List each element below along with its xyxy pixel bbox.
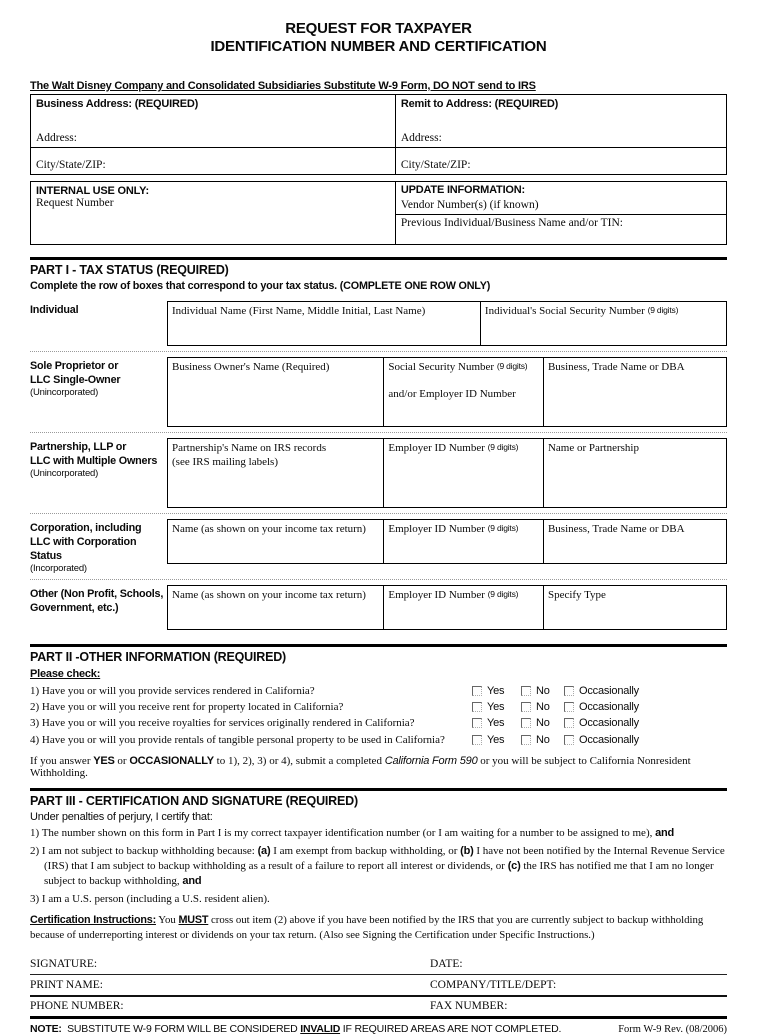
q3-no-checkbox[interactable] <box>521 718 531 728</box>
w9-form-page <box>30 0 727 1035</box>
individual-row-boxes <box>167 301 727 346</box>
q3-occasionally-label: Occasionally <box>579 717 639 730</box>
part1-title: PART I - TAX STATUS (REQUIRED) <box>30 263 229 277</box>
q1-yes-label: Yes <box>487 685 505 698</box>
q4-no-label: No <box>536 733 550 746</box>
corporation-row-boxes <box>167 519 727 564</box>
q2-no-checkbox[interactable] <box>521 702 531 712</box>
remit-address-field[interactable]: Address: <box>400 132 442 144</box>
q4-yes-label: Yes <box>487 733 505 746</box>
certification-instructions: Certification Instructions: You MUST cross out item (2) above if you have been notified by the IRS that you are currently subject to backup withholding because of underreporting interest or dividends on your tax return. (Also see Signing the Certification under Specific Instructions.) <box>30 913 704 941</box>
partnership-ein-field[interactable] <box>383 439 543 507</box>
sole-proprietor-row-boxes <box>167 357 727 427</box>
q1-no-label: No <box>536 685 550 698</box>
remit-address-required: (REQUIRED) <box>494 98 559 110</box>
individual-ssn-label: Individual's Social Security Number <box>484 305 645 317</box>
vendor-number-field[interactable]: Vendor Number(s) (if known) <box>396 199 726 215</box>
please-check-label: Please check: <box>30 668 101 680</box>
partnership-label-line1: Partnership, LLP or <box>30 441 127 453</box>
footer-text: or <box>114 754 130 767</box>
form-title-line1: REQUEST FOR TAXPAYER <box>285 20 472 37</box>
remit-address-label: Remit to Address: <box>400 98 492 110</box>
individual-row-label <box>30 301 167 346</box>
business-city-field[interactable] <box>31 147 396 174</box>
footer-text: to 1), 2), 3) or 4), submit a completed <box>213 754 385 767</box>
question-row-3 <box>30 715 727 731</box>
company-title-dept-label: COMPANY/TITLE/DEPT: <box>430 978 557 991</box>
part2-footer-note <box>30 755 727 779</box>
fax-number-field[interactable] <box>430 1000 507 1012</box>
date-field[interactable] <box>430 958 463 970</box>
partnership-alt-name-field[interactable] <box>543 439 726 507</box>
partnership-row-label <box>30 438 167 508</box>
business-address-cell <box>31 95 396 147</box>
partnership-ein-label: Employer ID Number <box>388 442 485 454</box>
corporation-label-line2: LLC with Corporation Status <box>30 536 137 562</box>
other-name-label: Name (as shown on your income tax return) <box>172 589 366 601</box>
partnership-ein-digits-note: (9 digits) <box>487 442 519 452</box>
part3-title: PART III - CERTIFICATION AND SIGNATURE (REQUIRED) <box>30 793 358 808</box>
other-label-line2: Government, etc.) <box>30 602 119 614</box>
remit-city-field[interactable] <box>396 147 726 174</box>
certification-item-3: 3) I am a U.S. person (including a U.S. resident alien). <box>30 892 270 905</box>
partnership-name-note: (see IRS mailing labels) <box>172 456 279 468</box>
remit-address-cell <box>396 95 726 147</box>
other-row-label <box>30 585 167 630</box>
business-address-title <box>36 98 390 110</box>
owner-name-label: Business Owner's Name (Required) <box>172 361 330 373</box>
must-emphasis: MUST <box>178 913 209 926</box>
footer-row <box>30 1023 727 1035</box>
question-row-2 <box>30 699 727 715</box>
invalid-note: NOTE: SUBSTITUTE W-9 FORM WILL BE CONSIDERED INVALID IF REQUIRED AREAS ARE NOT COMPLETED. <box>30 1022 562 1035</box>
other-specify-type-field[interactable] <box>543 586 726 629</box>
signature-date-row <box>30 953 727 975</box>
sp-ssn-digits-note: (9 digits) <box>496 361 528 371</box>
sp-dba-label: Business, Trade Name or DBA <box>547 361 685 373</box>
certification-instructions-heading: Certification Instructions: <box>30 913 156 926</box>
certification-item-1: 1) The number shown on this form in Part I is my correct taxpayer identification number (or I am waiting for a number to be assigned to me), and <box>30 826 675 839</box>
partnership-alt-name-label: Name or Partnership <box>547 442 639 454</box>
signature-label: SIGNATURE: <box>30 957 98 970</box>
q4-yes-checkbox[interactable] <box>472 735 482 745</box>
request-number-field[interactable]: Request Number <box>36 197 114 209</box>
certification-item-2: 2) I am not subject to backup withholding because: (a) I am exempt from backup withholding, or (b) I have not been notified by the Internal Revenue Service (IRS) that I am subject to backup withholding as a result of a failure to report all interest or dividends, or (c) the IRS has notified me that I am no longer subject to backup withholding, and <box>30 844 725 887</box>
business-address-label: Business Address: <box>36 98 132 110</box>
form-title-line2: IDENTIFICATION NUMBER AND CERTIFICATION <box>210 38 547 55</box>
date-label: DATE: <box>430 957 463 970</box>
california-form-590-reference: California Form 590 <box>384 754 478 767</box>
corporation-ein-digits-note: (9 digits) <box>487 523 519 533</box>
q4-no-checkbox[interactable] <box>521 735 531 745</box>
row-separator <box>30 579 727 580</box>
owner-name-field[interactable] <box>168 358 383 426</box>
business-city-label: City/State/ZIP: <box>36 159 106 171</box>
address-table <box>30 94 727 175</box>
update-information-cell <box>396 182 726 244</box>
sole-proprietor-dba-field[interactable] <box>543 358 726 426</box>
corporation-sublabel: (Incorporated) <box>30 563 87 574</box>
q3-no-label: No <box>536 717 550 730</box>
sole-proprietor-row-label <box>30 357 167 427</box>
form-subtitle: The Walt Disney Company and Consolidated Subsidiaries Substitute W-9 Form, DO NOT send to IRS <box>30 80 536 92</box>
part1-divider <box>30 257 727 260</box>
corporation-name-label: Name (as shown on your income tax return) <box>172 523 366 535</box>
corporation-label-line1: Corporation, including <box>30 522 142 534</box>
part1-row-partnership <box>30 438 727 508</box>
q3-yes-checkbox[interactable] <box>472 718 482 728</box>
previous-name-tin-field[interactable]: Previous Individual/Business Name and/or TIN: <box>400 217 623 229</box>
q4-occasionally-label: Occasionally <box>579 733 639 746</box>
corporation-dba-label: Business, Trade Name or DBA <box>547 523 685 535</box>
q2-no-label: No <box>536 701 550 714</box>
part1-row-corporation <box>30 519 727 574</box>
individual-label: Individual <box>30 304 79 316</box>
q1-no-checkbox[interactable] <box>521 686 531 696</box>
internal-use-cell[interactable] <box>31 182 396 244</box>
corporation-name-field[interactable] <box>168 520 383 563</box>
individual-name-label: Individual Name (First Name, Middle Initial, Last Name) <box>172 305 426 317</box>
individual-ssn-field[interactable] <box>480 302 726 345</box>
corporation-ein-label: Employer ID Number <box>388 523 485 535</box>
individual-ssn-digits-note: (9 digits) <box>647 305 679 315</box>
footer-text: If you answer <box>30 754 94 767</box>
sole-proprietor-ssn-ein-field[interactable] <box>383 358 543 426</box>
footer-occasionally-emphasis: OCCASIONALLY <box>129 754 214 767</box>
corporation-dba-field[interactable] <box>543 520 726 563</box>
corporation-row-label <box>30 519 167 574</box>
partnership-name-label: Partnership's Name on IRS records <box>172 442 327 454</box>
footer-yes-emphasis: YES <box>93 754 115 767</box>
update-information-title: UPDATE INFORMATION: <box>400 184 525 196</box>
sole-proprietor-label-line1: Sole Proprietor or <box>30 360 119 372</box>
q2-occasionally-checkbox[interactable] <box>564 702 574 712</box>
sole-proprietor-sublabel: (Unincorporated) <box>30 387 99 398</box>
remit-address-title <box>401 98 721 110</box>
phone-number-label: PHONE NUMBER: <box>30 999 124 1012</box>
question-2-text: 2) Have you or will you receive rent for property located in California? <box>30 701 344 714</box>
signature-block <box>30 953 727 1019</box>
row-separator <box>30 351 727 352</box>
invalid-emphasis: INVALID <box>300 1022 341 1035</box>
footer-text: or you will be subject to California Nonresident Withholding. <box>30 754 691 779</box>
question-row-1 <box>30 683 727 699</box>
q2-yes-checkbox[interactable] <box>472 702 482 712</box>
company-title-dept-field[interactable] <box>430 979 556 991</box>
q2-yes-label: Yes <box>487 701 505 714</box>
row-separator <box>30 513 727 514</box>
part1-row-sole-proprietor <box>30 357 727 427</box>
question-4-text: 4) Have you or will you provide rentals of tangible personal property to be used in California? <box>30 733 445 746</box>
row-separator <box>30 432 727 433</box>
q3-occasionally-checkbox[interactable] <box>564 718 574 728</box>
phone-number-field[interactable] <box>30 1000 430 1012</box>
corporation-ein-field[interactable] <box>383 520 543 563</box>
q2-occasionally-label: Occasionally <box>579 701 639 714</box>
print-name-field[interactable] <box>30 979 430 991</box>
partnership-row-boxes <box>167 438 727 508</box>
remit-city-label: City/State/ZIP: <box>400 159 471 171</box>
q1-yes-checkbox[interactable] <box>472 686 482 696</box>
partnership-sublabel: (Unincorporated) <box>30 468 99 479</box>
other-name-field[interactable] <box>168 586 383 629</box>
business-address-required: (REQUIRED) <box>134 98 199 110</box>
part1-instruction: Complete the row of boxes that correspond to your tax status. (COMPLETE ONE ROW ONLY) <box>30 280 491 292</box>
other-ein-label: Employer ID Number <box>388 589 485 601</box>
business-address-field[interactable]: Address: <box>36 132 77 144</box>
print-name-label: PRINT NAME: <box>30 978 103 991</box>
other-label-line1: Other (Non Profit, Schools, <box>30 588 164 600</box>
phone-fax-row <box>30 997 727 1019</box>
part2-divider <box>30 644 727 647</box>
question-3-text: 3) Have you or will you receive royalties for services originally rendered in California? <box>30 717 415 730</box>
internal-update-table <box>30 181 727 245</box>
fax-number-label: FAX NUMBER: <box>430 999 508 1012</box>
individual-name-field[interactable] <box>168 302 480 345</box>
form-title <box>30 20 727 56</box>
question-1-text: 1) Have you or will you provide services rendered in California? <box>30 685 315 698</box>
part3-divider <box>30 788 727 791</box>
q1-occasionally-label: Occasionally <box>579 685 639 698</box>
partnership-name-field[interactable] <box>168 439 383 507</box>
perjury-statement: Under penalties of perjury, I certify that: <box>30 810 213 823</box>
part2-title: PART II -OTHER INFORMATION (REQUIRED) <box>30 650 287 664</box>
partnership-label-line2: LLC with Multiple Owners <box>30 455 158 467</box>
printname-company-row <box>30 975 727 997</box>
sole-proprietor-label-line2: LLC Single-Owner <box>30 374 121 386</box>
other-ein-field[interactable] <box>383 586 543 629</box>
q4-occasionally-checkbox[interactable] <box>564 735 574 745</box>
question-row-4 <box>30 732 727 748</box>
q3-yes-label: Yes <box>487 717 505 730</box>
part1-row-individual <box>30 301 727 346</box>
other-row-boxes <box>167 585 727 630</box>
other-specify-type-label: Specify Type <box>547 589 606 601</box>
note-emphasis: NOTE: <box>30 1022 62 1035</box>
sp-ein-label: and/or Employer ID Number <box>388 388 516 400</box>
form-revision: Form W-9 Rev. (08/2006) <box>618 1023 727 1035</box>
signature-field[interactable] <box>30 958 430 970</box>
internal-use-title: INTERNAL USE ONLY: <box>36 185 149 197</box>
other-ein-digits-note: (9 digits) <box>487 589 519 599</box>
sp-ssn-label: Social Security Number <box>388 361 495 373</box>
part1-row-other <box>30 585 727 630</box>
q1-occasionally-checkbox[interactable] <box>564 686 574 696</box>
